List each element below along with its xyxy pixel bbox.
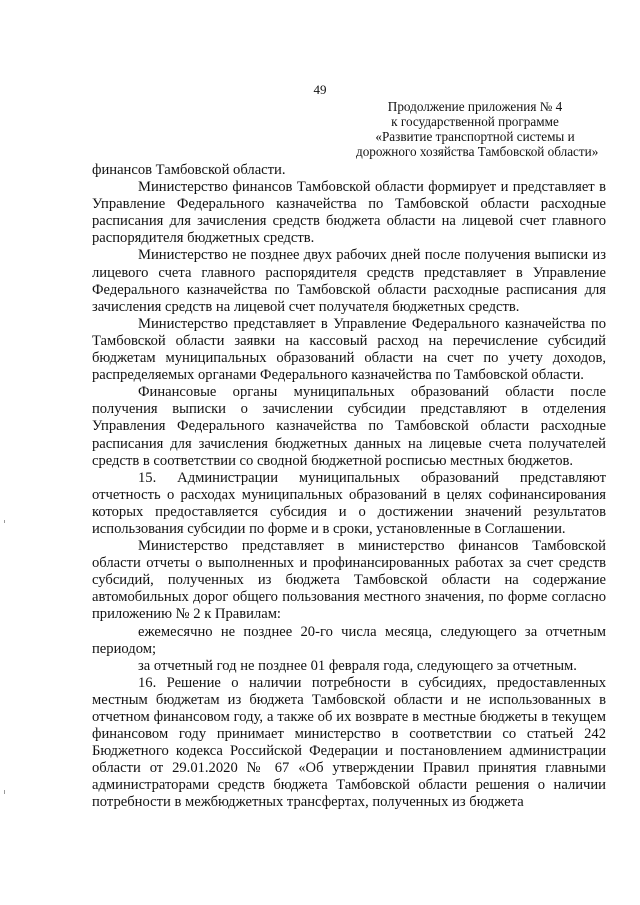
appendix-header-line: Продолжение приложения № 4 xyxy=(387,99,563,114)
appendix-header-line: дорожного хозяйства Тамбовской области» xyxy=(356,144,599,159)
paragraph: Министерство представляет в Управление Федерального казначейства по Тамбовской области заявки на кассовый расход на перечисление субсидий бюджетам муниципальных образований области на счет по учету доходов, распределяемых органами Федерального казначейства по Тамбовской области. xyxy=(92,315,606,384)
paragraph: 15. Администрации муниципальных образований представляют отчетность о расходах муниципальных образований в целях софинансирования которых предоставляется субсидия и о достижении значений результатов использования субсидии по форме и в сроки, установленные в Соглашении. xyxy=(92,469,606,537)
paragraph: Министерство представляет в министерство финансов Тамбовской области отчеты о выполненных и профинансированных работах за счет средств субсидий, полученных из бюджета Тамбовской области на содержание автомобильных дорог общего пользования местного значения, по форме согласно приложению № 2 к Правилам: xyxy=(92,538,606,623)
scan-margin-mark xyxy=(4,790,5,794)
paragraph: Министерство не позднее двух рабочих дней после получения выписки из лицевого счета главного распорядителя средств представляет в Управление Федерального казначейства по Тамбовской области расходные расписания для зачисления средств на лицевой счет получателя бюджетных средств. xyxy=(92,247,606,315)
appendix-header xyxy=(356,99,599,159)
paragraph: Финансовые органы муниципальных образований области после получения выписки о зачислении субсидии представляют в отделения Управления Федерального казначейства по Тамбовской области расходные расписания для зачисления бюджетных данных на лицевые счета получателей средств в соответствии со сводной бюджетной росписью местных бюджетов. xyxy=(92,384,606,469)
paragraph: финансов Тамбовской области. xyxy=(92,162,286,178)
page-number: 49 xyxy=(313,82,327,97)
document-body xyxy=(92,162,606,812)
paragraph: за отчетный год не позднее 01 февраля года, следующего за отчетным. xyxy=(138,657,577,674)
paragraph: 16. Решение о наличии потребности в субсидиях, предоставленных местным бюджетам из бюджета Тамбовской области и не использованных в отчетном финансовом году, а также об их возврате в местные бюджеты в текущем финансовом году принимает министерство в соответствии со статьей 242 Бюджетного кодекса Российской Федерации и постановлением администрации области от 29.01.2020 № 67 «Об утверждении Правил принятия главными администраторами средств бюджета Тамбовской области решения о наличии потребности в межбюджетных трансфертах, полученных из бюджета xyxy=(92,674,606,811)
appendix-header-line: к государственной программе xyxy=(391,114,559,129)
appendix-header-line: «Развитие транспортной системы и xyxy=(375,129,575,144)
paragraph: ежемесячно не позднее 20-го числа месяца, следующего за отчетным периодом; xyxy=(92,623,606,657)
paragraph: Министерство финансов Тамбовской области формирует и представляет в Управление Федерального казначейства по Тамбовской области расходные расписания для зачисления средств бюджета области на лицевой счет главного распорядителя бюджетных средств. xyxy=(92,179,606,247)
scan-margin-mark xyxy=(4,520,5,523)
